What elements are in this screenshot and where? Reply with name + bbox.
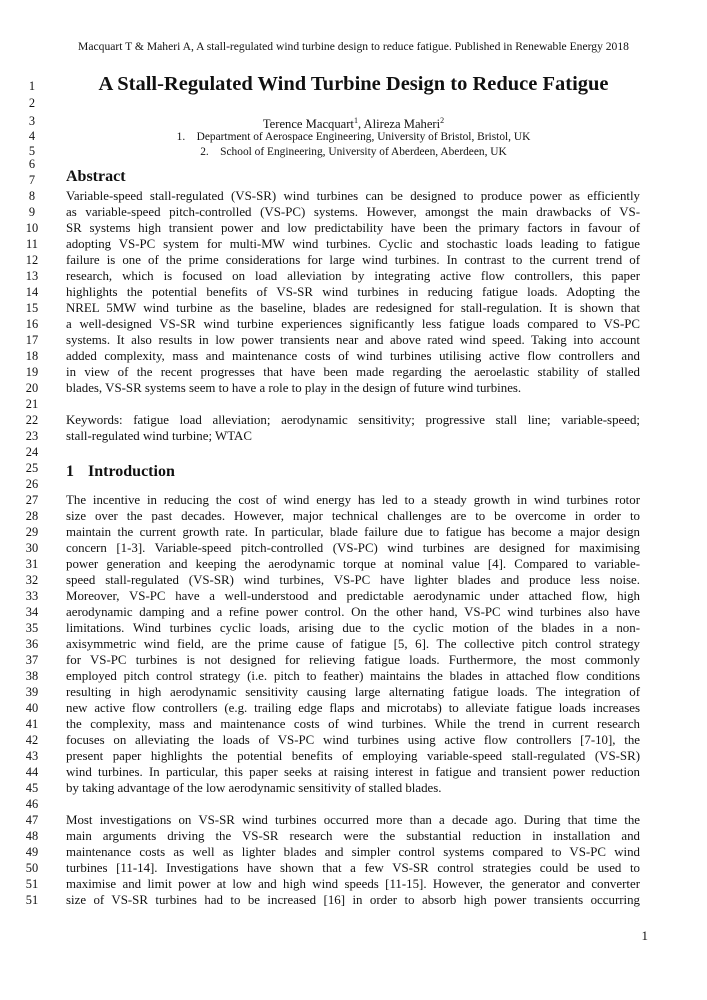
body-line: wind turbines. In particular, this paper seeks at raising interest in fatigue and transient power reduction [66,765,640,779]
line-number: 7 [28,173,36,187]
paper-title: A Stall-Regulated Wind Turbine Design to Reduce Fatigue [98,73,609,95]
abstract-line: NREL 5MW wind turbine as the baseline, blades are redesigned for stall-regulation. It is shown that [66,301,640,315]
body-line: The incentive in reducing the cost of wind energy has led to a steady growth in wind turbines rotor [66,493,640,507]
keywords-line: Keywords: fatigue load alleviation; aerodynamic sensitivity; progressive stall line; variable-speed; [66,413,640,427]
line-number: 28 [25,509,39,523]
abstract-line: SR systems high transient power and low predictability have been the primary factors in favour of [66,221,640,235]
affiliation: 1. Department of Aerospace Engineering, University of Bristol, Bristol, UK [176,131,531,143]
body-line: speed stall-regulated (VS-SR) wind turbines, VS-PC have lighter blades and produce less noise. [66,573,640,587]
affiliation: 2. School of Engineering, University of Aberdeen, Aberdeen, UK [200,146,507,158]
line-number: 43 [25,749,39,763]
body-line: size over the past decades. However, major technical challenges are to be overcome in order to [66,509,640,523]
line-number: 23 [25,429,39,443]
line-number: 22 [25,413,39,427]
body-line: new active flow controllers (e.g. trailing edge flaps and microtabs) to alleviate fatigue loads increases [66,701,640,715]
line-number: 40 [25,701,39,715]
line-number: 30 [25,541,39,555]
abstract-line: adopting VS-PC system for multi-MW wind turbines. Cyclic and stochastic loads leading to fatigue [66,237,640,251]
line-number: 47 [25,813,39,827]
body-line: focuses on alleviating the loads of VS-PC wind turbines using active flow controllers [7-10], the [66,733,640,747]
line-number: 13 [25,269,39,283]
body-line: axisymmetric wind field, are the prime cause of fatigue [5, 6]. The collective pitch control strategy [66,637,640,651]
line-number: 49 [25,845,39,859]
keywords-line: stall-regulated wind turbine; WTAC [66,429,252,443]
line-number: 11 [26,237,38,251]
abstract-line: research, which is focused on load alleviation by integrating active flow controllers, this paper [66,269,640,283]
line-number: 18 [25,349,39,363]
line-number: 26 [25,477,39,491]
line-number: 51 [25,877,39,891]
body-line: Moreover, VS-PC have a well-understood and predictable aerodynamic under attached flow, high [66,589,640,603]
line-number: 17 [25,333,39,347]
line-number: 29 [25,525,39,539]
line-number: 36 [25,637,39,651]
line-number: 39 [25,685,39,699]
abstract-heading: Abstract [66,168,126,185]
line-number: 34 [25,605,39,619]
line-number: 3 [28,114,36,128]
abstract-line: as variable-speed pitch-controlled (VS-PC) systems. However, amongst the main drawbacks of VS- [66,205,640,219]
line-number: 12 [25,253,39,267]
line-number: 9 [28,205,36,219]
line-number: 14 [25,285,39,299]
line-number: 44 [25,765,39,779]
line-number: 25 [25,461,39,475]
line-number: 51 [25,893,39,907]
body-line: maintain the current growth rate. In particular, blade failure due to fatigue has become a major design [66,525,640,539]
line-number: 4 [28,129,36,143]
abstract-line: in view of the recent progresses that have been made regarding the aeroelastic stability of stalled [66,365,640,379]
body-line: main arguments driving the VS-SR research were the substantial reduction in installation and [66,829,640,843]
body-line: for VS-PC turbines is not designed for relieving fatigue loads. Furthermore, the most commonly [66,653,640,667]
line-number: 16 [25,317,39,331]
line-number: 19 [25,365,39,379]
abstract-line: blades, VS-SR systems seem to have a role to play in the design of future wind turbines. [66,381,522,395]
abstract-line: highlights the potential benefits of VS-SR wind turbines in reducing fatigue loads. Adopting the [66,285,640,299]
body-line: employed pitch control strategy (i.e. pitch to feather) maintains the blades in attached flow conditions [66,669,640,683]
line-number: 1 [28,79,36,93]
body-line: the complexity, mass and maintenance costs of wind turbines. While the trend in current research [66,717,640,731]
line-number: 20 [25,381,39,395]
line-number: 31 [25,557,39,571]
body-line: Most investigations on VS-SR wind turbines occurred more than a decade ago. During that time the [66,813,640,827]
line-number: 6 [28,157,36,171]
running-header: Macquart T & Maheri A, A stall-regulated wind turbine design to reduce fatigue. Published in Renewable Energy 2018 [78,40,629,53]
body-line: size of VS-SR turbines had to be increased [16] in order to absorb high power transients occurring [66,893,640,907]
line-number: 37 [25,653,39,667]
line-number: 10 [25,221,39,235]
body-line: present paper highlights the potential benefits of employing variable-speed stall-regulated (VS-SR) [66,749,640,763]
line-number: 38 [25,669,39,683]
line-number: 5 [28,144,36,158]
line-number: 2 [28,96,36,110]
section-title: Introduction [88,463,175,480]
body-line: limitations. Wind turbines cyclic loads, arising due to the cyclic motion of the blades in a non- [66,621,640,635]
abstract-line: added complexity, mass and maintenance costs of wind turbines utilising active flow controllers and [66,349,640,363]
line-number: 15 [25,301,39,315]
authors [0,116,707,132]
line-number: 48 [25,829,39,843]
line-number: 50 [25,861,39,875]
line-number: 21 [25,397,39,411]
author-separator: , [357,117,364,132]
abstract-line: Variable-speed stall-regulated (VS-SR) wind turbines can be designed to produce power as efficiently [66,189,640,203]
line-number: 33 [25,589,39,603]
introduction-heading [66,464,640,480]
body-line: resulting in high aerodynamic sensitivity causing large alternating fatigue loads. The integration of [66,685,640,699]
line-number: 46 [25,797,39,811]
abstract-line: a well-designed VS-SR wind turbine experiences significantly less fatigue loads compared to VS-PC [66,317,640,331]
body-line: maintenance costs as well as lighter blades and simpler control systems compared to VS-PC wind [66,845,640,859]
author-affiliation-mark: 1 [353,116,358,125]
line-number: 8 [28,189,36,203]
line-number: 35 [25,621,39,635]
author-name: Alireza Maheri [363,117,441,132]
line-number: 45 [25,781,39,795]
body-line: maximise and limit power at low and high wind speeds [11-15]. However, the generator and converter [66,877,640,891]
page-number: 1 [641,928,648,943]
line-number: 24 [25,445,39,459]
body-line: power generation and keeping the aerodynamic torque at nominal value [4]. Compared to variable- [66,557,640,571]
section-number: 1 [66,463,74,480]
line-number: 42 [25,733,39,747]
author-name: Terence Macquart [262,117,354,132]
abstract-line: systems. It also results in low power transients near and above rated wind speed. Taking into account [66,333,640,347]
author-affiliation-mark: 2 [440,116,445,125]
body-line: aerodynamic damping and a refine power control. On the other hand, VS-PC wind turbines also have [66,605,640,619]
body-line: by taking advantage of the low aerodynamic sensitivity of stalled blades. [66,781,442,795]
line-number: 27 [25,493,39,507]
body-line: turbines [11-14]. Investigations have shown that a few VS-SR control strategies could be used to [66,861,640,875]
body-line: concern [1-3]. Variable-speed pitch-controlled (VS-PC) wind turbines are designed for maximising [66,541,640,555]
line-number: 41 [25,717,39,731]
abstract-line: failure is one of the prime considerations for large wind turbines. In contrast to the current trend of [66,253,640,267]
line-number: 32 [25,573,39,587]
